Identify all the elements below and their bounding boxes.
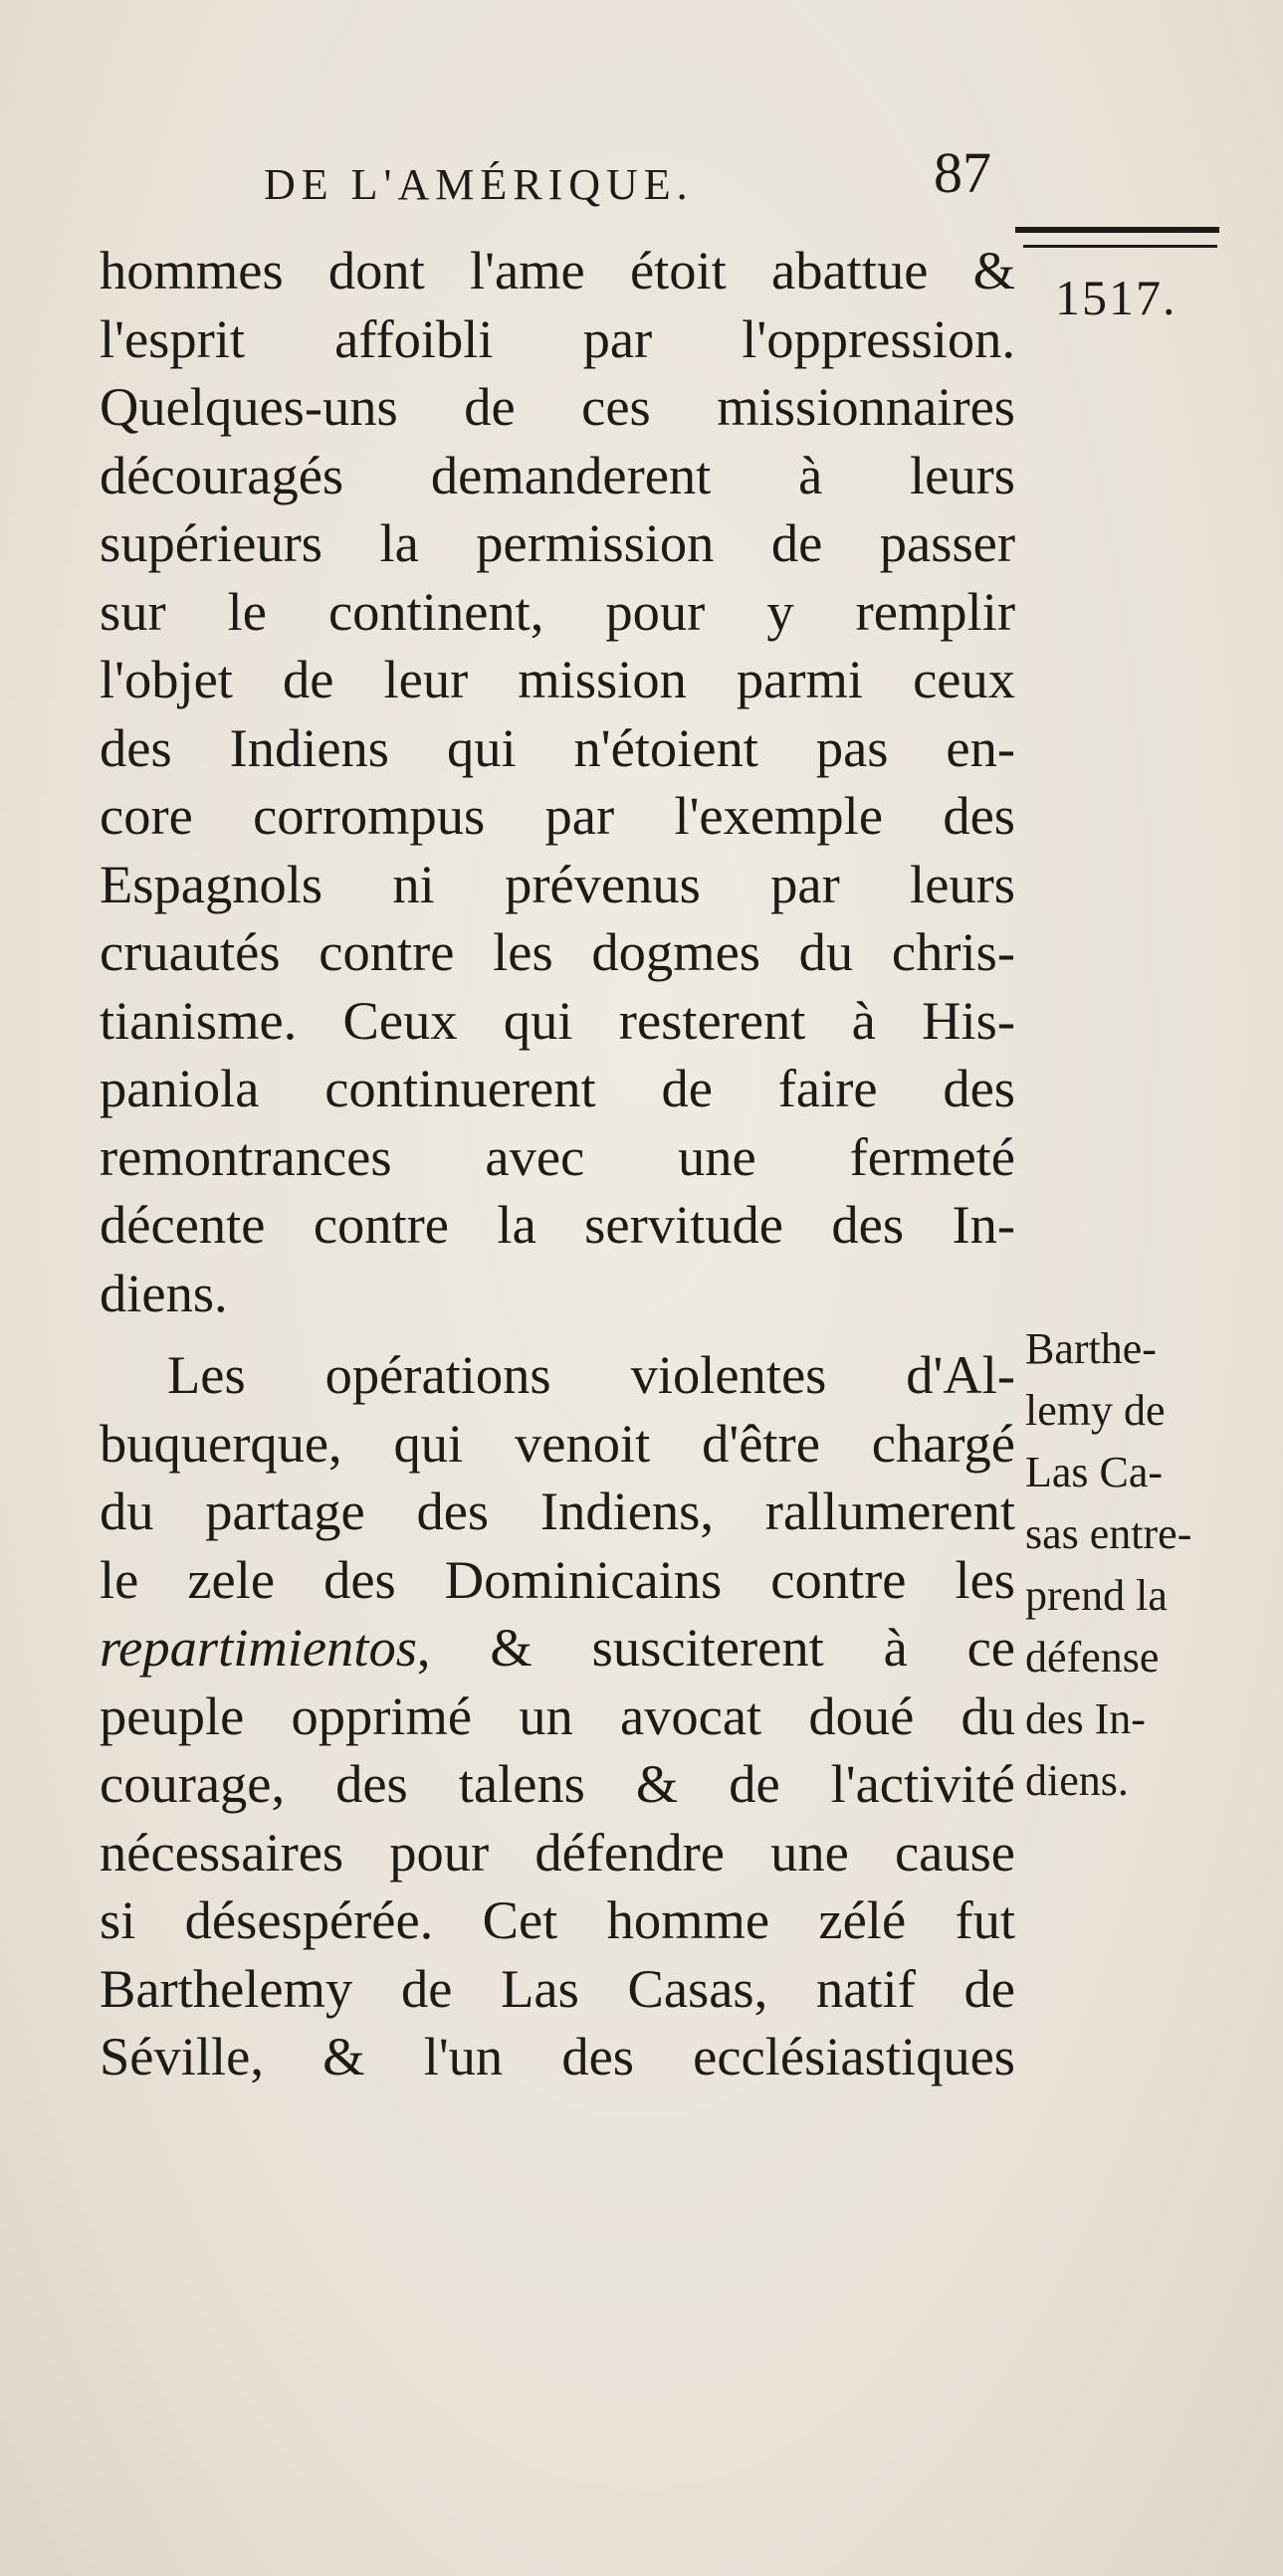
text-line: le zele des Dominicains contre les	[100, 1548, 1015, 1610]
text-line: des Indiens qui n'étoient pas en-	[100, 716, 1015, 778]
margin-note-line: sas entre-	[1025, 1509, 1192, 1558]
text-line: Espagnols ni prévenus par leurs	[100, 853, 1015, 914]
running-title: DE L'AMÉRIQUE.	[264, 160, 694, 209]
margin-note-line: prend la	[1025, 1571, 1168, 1620]
text-line: cruautés contre les dogmes du chris-	[100, 921, 1015, 982]
text-line: sur le continent, pour y remplir	[100, 580, 1015, 642]
page-number: 87	[934, 140, 991, 205]
body-text	[100, 237, 1015, 2091]
margin-note-line: diens.	[1025, 1756, 1129, 1805]
marginal-year: 1517.	[1055, 270, 1177, 325]
margin-note	[1025, 1318, 1234, 1812]
header-rule	[1015, 227, 1219, 233]
margin-note-line: lemy de	[1025, 1386, 1166, 1435]
text-line: Quelques-uns de ces missionnaires	[100, 376, 1015, 437]
text-line: l'esprit affoibli par l'oppression.	[100, 307, 1015, 369]
text-line: l'objet de leur mission parmi ceux	[100, 649, 1015, 709]
italic-term: repartimientos	[100, 1617, 417, 1678]
text-line: tianisme. Ceux qui resterent à His-	[100, 989, 1015, 1051]
text-line: paniola continuerent de faire des	[100, 1058, 1015, 1118]
margin-note-line: défense	[1025, 1633, 1160, 1682]
margin-note-line: Las Ca-	[1025, 1448, 1164, 1496]
text-line: Barthelemy de Las Casas, natif de	[100, 1957, 1015, 2019]
text-line: hommes dont l'ame étoit abattue &	[100, 240, 1015, 300]
text-line: du partage des Indiens, rallumerent	[100, 1481, 1015, 1541]
text-line: supérieurs la permission de passer	[100, 512, 1015, 573]
text-line: décente contre la servitude des In-	[100, 1194, 1015, 1255]
text-line: peuple opprimé un avocat doué du	[100, 1684, 1015, 1746]
text-fragment: , & susciterent à ce	[416, 1617, 1015, 1678]
text-line: buquerque, qui venoit d'être chargé	[100, 1412, 1015, 1474]
text-line: découragés demanderent à leurs	[100, 444, 1015, 505]
text-line: si désespérée. Cet homme zélé fut	[100, 1889, 1015, 1950]
text-line: nécessaires pour défendre une cause	[100, 1821, 1015, 1882]
paragraph-gap	[100, 1327, 1015, 1341]
text-line: core corrompus par l'exemple des	[100, 785, 1015, 846]
text-line: Séville, & l'un des ecclésiastiques	[100, 2026, 1015, 2086]
text-line: Les opérations violentes d'Al-	[167, 1344, 1015, 1405]
text-line: courage, des talens & de l'activité	[100, 1753, 1015, 1814]
margin-note-line: des In-	[1025, 1694, 1146, 1743]
margin-note-line: Barthe-	[1025, 1324, 1157, 1373]
text-line: remontrances avec une fermeté	[100, 1125, 1015, 1187]
text-line-italic	[100, 1614, 1015, 1683]
text-line: diens.	[100, 1262, 228, 1323]
header-rule-thin	[1023, 245, 1217, 248]
